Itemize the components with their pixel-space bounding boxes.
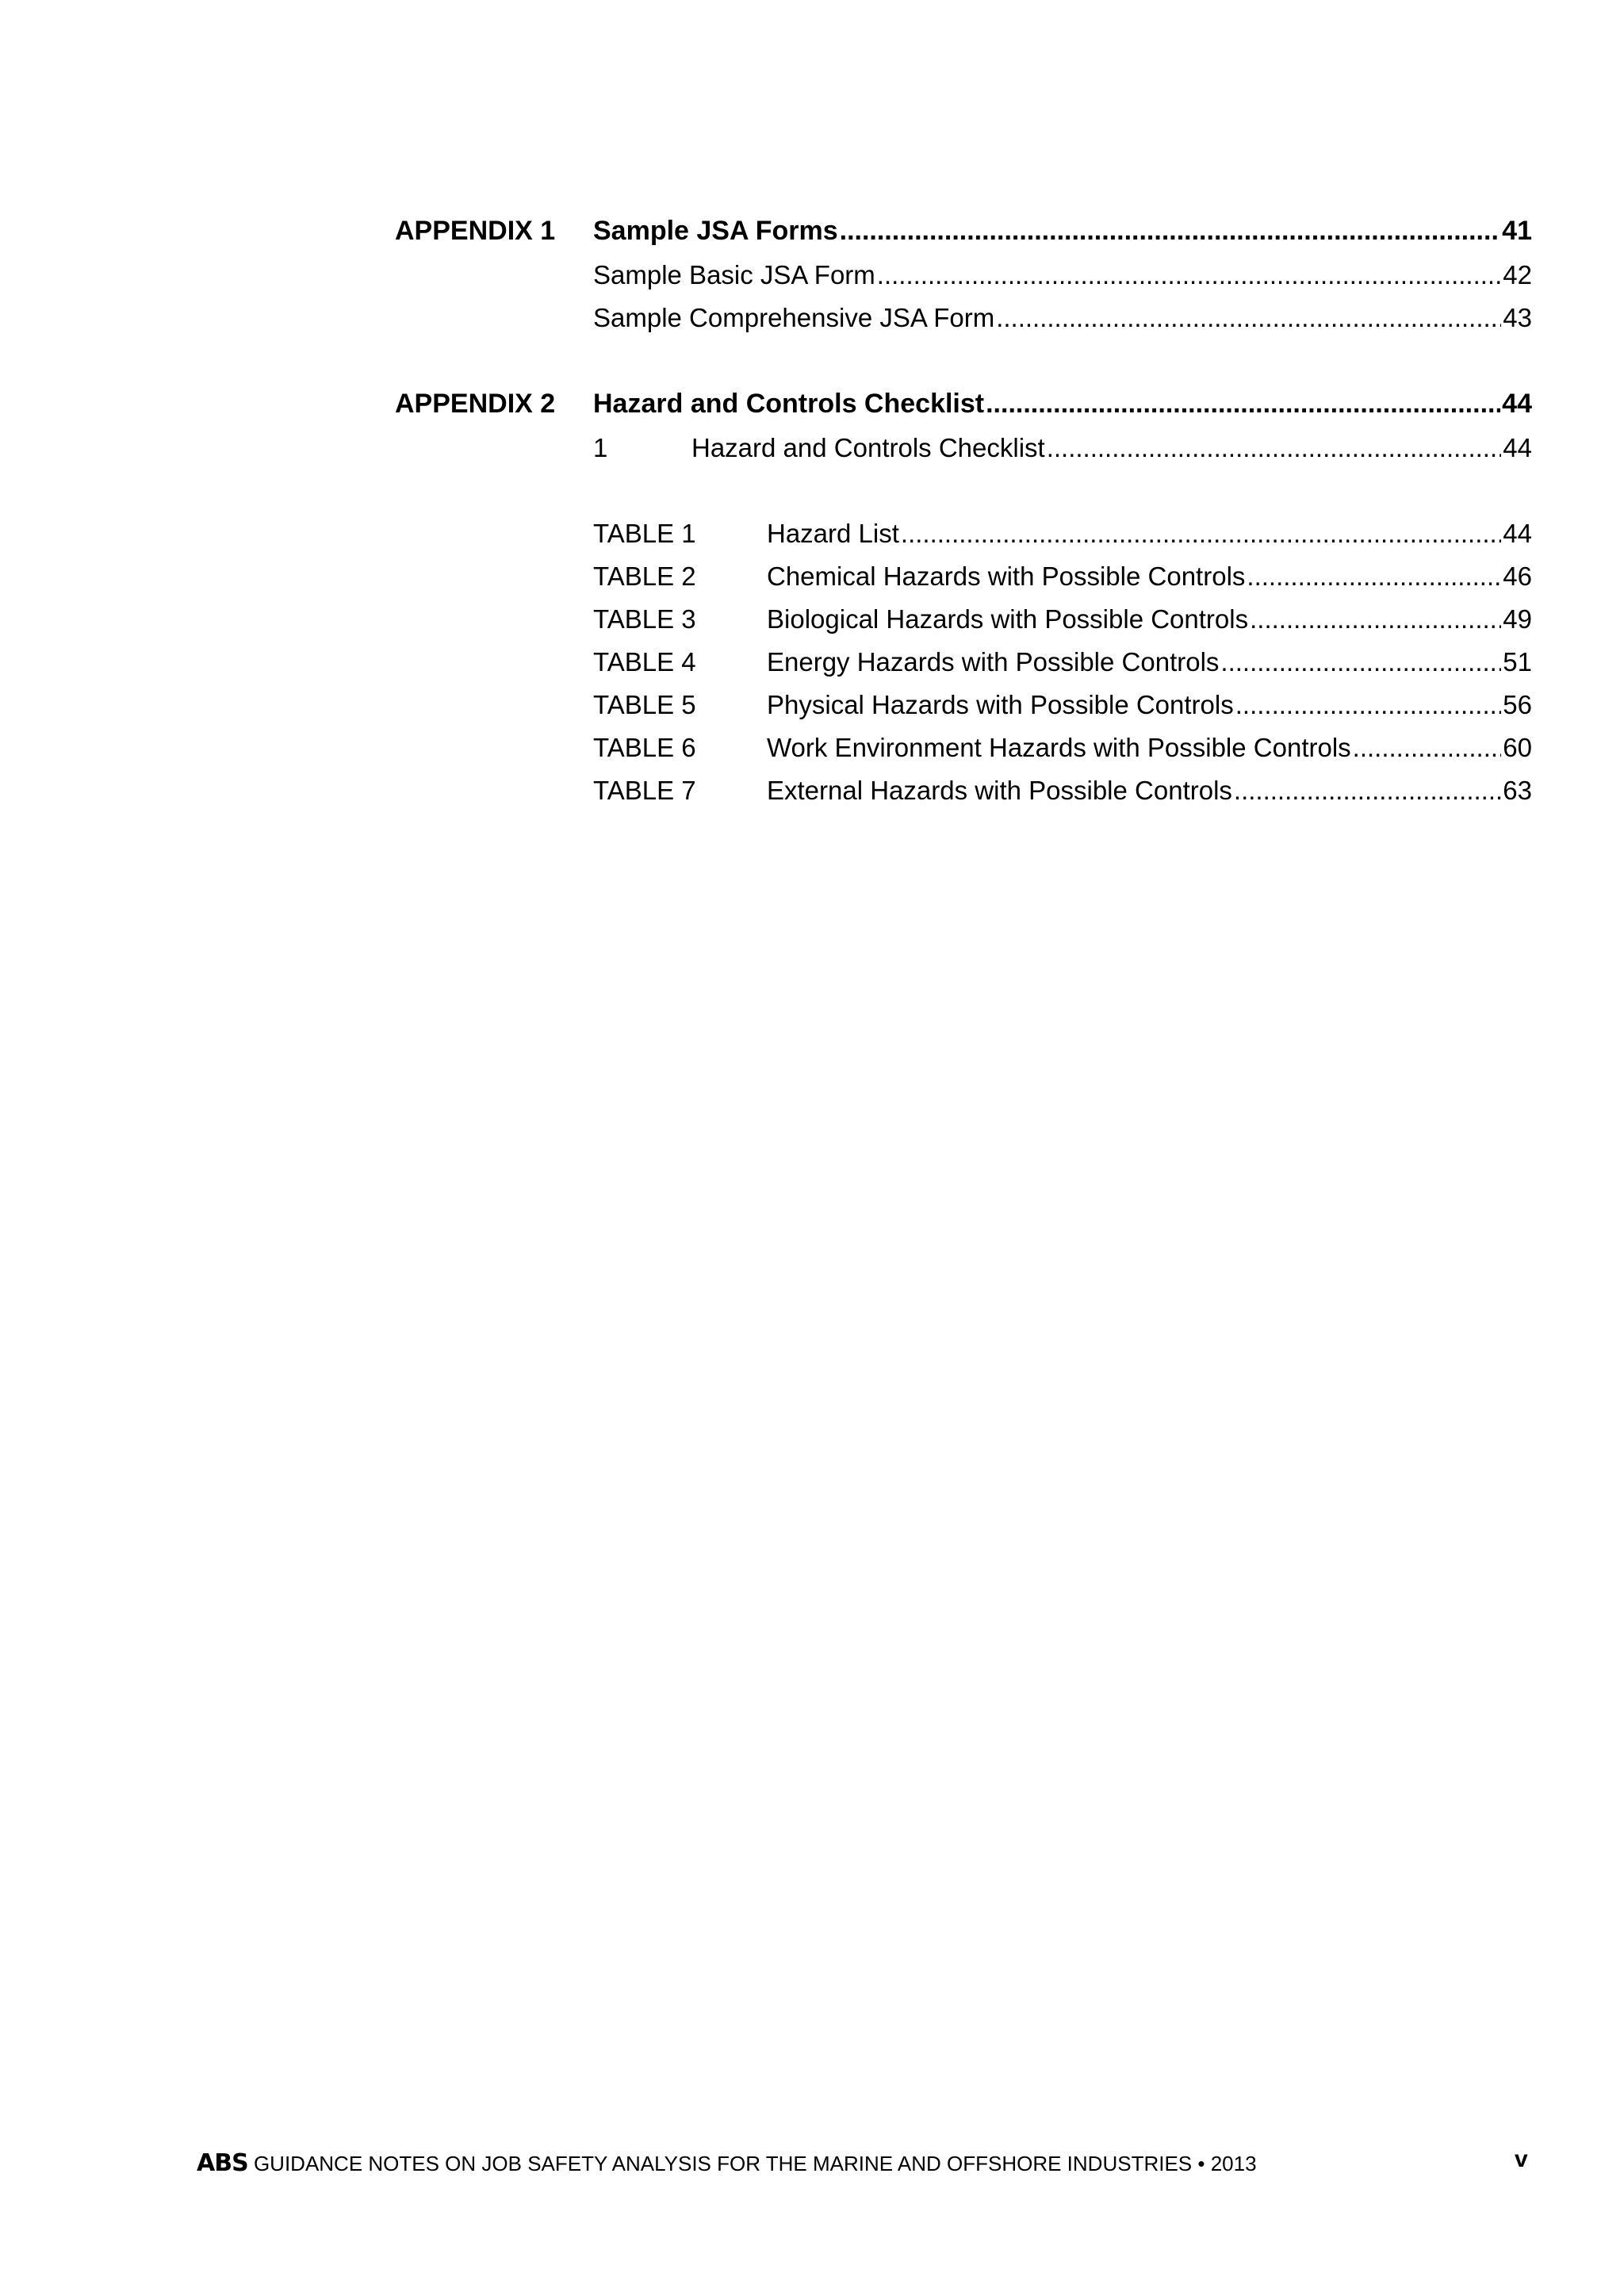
toc-entry-appendix-1[interactable] (593, 216, 1532, 247)
toc-entry-title: Energy Hazards with Possible Controls (767, 647, 1220, 677)
toc-entry-title: Hazard and Controls Checklist (593, 389, 985, 419)
page-footer (197, 2149, 1257, 2177)
toc-entry-table-4[interactable] (767, 647, 1532, 677)
toc-entry-title: Sample JSA Forms (593, 216, 838, 246)
dot-leader (1353, 733, 1502, 763)
toc-page-number: 44 (1503, 519, 1532, 548)
appendix-1-label: APPENDIX 1 (395, 216, 556, 246)
toc-entry-title: Sample Basic JSA Form (593, 260, 875, 289)
dot-leader (1235, 690, 1502, 720)
dot-leader (901, 519, 1501, 549)
page-number: v (1515, 2146, 1528, 2172)
dot-leader (877, 260, 1502, 290)
toc-entry-title: Chemical Hazards with Possible Controls (767, 562, 1246, 591)
table-label: TABLE 2 (593, 562, 696, 591)
dot-leader (1250, 604, 1501, 634)
toc-page-number: 43 (1503, 303, 1532, 332)
toc-entry-title: Sample Comprehensive JSA Form (593, 303, 995, 332)
toc-entry-table-3[interactable] (767, 604, 1532, 634)
appendix-2-label: APPENDIX 2 (395, 389, 556, 419)
toc-page-number: 51 (1503, 647, 1532, 677)
toc-page-number: 60 (1503, 733, 1532, 762)
table-label: TABLE 4 (593, 647, 696, 677)
toc-entry-sample-comprehensive-jsa-form[interactable] (593, 303, 1532, 333)
table-label: TABLE 3 (593, 604, 696, 634)
dot-leader (1220, 647, 1501, 677)
dot-leader (986, 389, 1500, 420)
table-label: TABLE 6 (593, 733, 696, 762)
toc-page-number: 63 (1503, 776, 1532, 805)
dot-leader (1247, 562, 1501, 592)
abs-logo: ABS (197, 2149, 248, 2177)
dot-leader (996, 303, 1501, 333)
section-number: 1 (593, 433, 608, 462)
toc-entry-table-5[interactable] (767, 690, 1532, 720)
footer-separator: • (1197, 2152, 1205, 2175)
toc-entry-table-2[interactable] (767, 562, 1532, 592)
toc-entry-sample-basic-jsa-form[interactable] (593, 260, 1532, 290)
table-label: TABLE 7 (593, 776, 696, 805)
toc-entry-title: Biological Hazards with Possible Controls (767, 604, 1249, 634)
toc-entry-appendix-2[interactable] (593, 389, 1532, 420)
toc-page-number: 42 (1503, 260, 1532, 289)
toc-entry-hazard-and-controls-checklist[interactable] (691, 433, 1532, 463)
dot-leader (840, 216, 1501, 247)
toc-page-number: 46 (1503, 562, 1532, 591)
table-label: TABLE 5 (593, 690, 696, 719)
toc-page-number: 49 (1503, 604, 1532, 634)
toc-entry-table-1[interactable] (767, 519, 1532, 549)
toc-page-number: 44 (1503, 433, 1532, 462)
toc-entry-table-6[interactable] (767, 733, 1532, 763)
toc-page-number: 44 (1502, 389, 1532, 419)
footer-document-title: GUIDANCE NOTES ON JOB SAFETY ANALYSIS FOR THE MARINE AND OFFSHORE INDUSTRIES (253, 2152, 1193, 2175)
toc-page-number: 41 (1502, 216, 1532, 246)
toc-entry-title: Physical Hazards with Possible Controls (767, 690, 1234, 719)
toc-entry-title: External Hazards with Possible Controls (767, 776, 1232, 805)
toc-entry-table-7[interactable] (767, 776, 1532, 806)
table-label: TABLE 1 (593, 519, 696, 548)
toc-entry-title: Hazard List (767, 519, 899, 548)
footer-year: 2013 (1210, 2152, 1257, 2175)
toc-entry-title: Hazard and Controls Checklist (691, 433, 1045, 462)
dot-leader (1047, 433, 1502, 463)
dot-leader (1234, 776, 1501, 806)
toc-page-number: 56 (1503, 690, 1532, 719)
toc-entry-title: Work Environment Hazards with Possible Controls (767, 733, 1351, 762)
